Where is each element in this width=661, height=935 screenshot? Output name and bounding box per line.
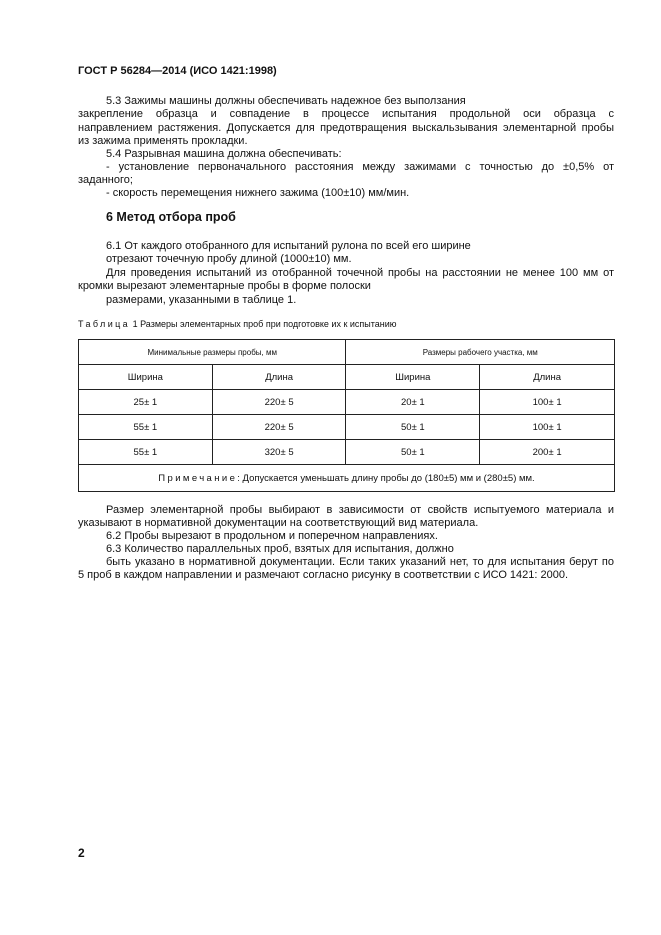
paragraph-5-4-line-1: 5.4 Разрывная машина должна обеспечивать: [106,148,342,160]
table-note-text: : Допускается уменьшать длину пробы до (180±5) мм и (280±5) мм. [237,472,535,484]
table-cell: 220± 5 [212,390,346,415]
table-column-header-row [79,365,615,390]
paragraph-6-1-line-1: 6.1 От каждого отобранного для испытаний рулона по всей его ширине [106,240,471,252]
table-cell: 55± 1 [79,415,213,440]
paragraph-5-3-line-3: направлением растяжения. Допускается для предотвращения выскальзывания элементарной пробы [78,122,614,134]
paragraph-6-3-line-1: 6.3 Количество параллельных проб, взятых для испытания, должно [106,543,454,555]
paragraph-6-1-line-2: отрезают точечную пробу длиной (1000±10) мм. [106,253,352,265]
paragraph-6-3-line-2: быть указано в нормативной документации. Если таких указаний нет, то для испытания берут по [106,556,614,568]
column-header-length: Длина [212,365,346,390]
column-header-width: Ширина [79,365,213,390]
paragraph-6-1-line-3: Для проведения испытаний из отобранной точечной пробы на расстоянии не менее 100 мм от [106,267,614,279]
table-cell: 220± 5 [212,415,346,440]
table-cell: 100± 1 [480,390,615,415]
table-row [79,440,615,465]
table-cell: 100± 1 [480,415,615,440]
paragraph-6-1-line-4: кромки вырезают элементарные пробы в форме полоски [78,280,371,292]
table-caption-label: Таблица [78,319,131,329]
group-header-working-area: Размеры рабочего участка, мм [346,340,615,365]
paragraph-5-3-line-1: 5.3 Зажимы машины должны обеспечивать надежное без выползания [106,95,466,107]
paragraph-5-4-line-2: - установление первоначального расстояния между зажимами с точностью до ±0,5% от [106,161,614,173]
column-header-work-width: Ширина [346,365,480,390]
paragraph-5-4-line-3: заданного; [78,174,133,186]
table-cell: 20± 1 [346,390,480,415]
table-cell: 50± 1 [346,440,480,465]
table-cell: 200± 1 [480,440,615,465]
table-cell: 55± 1 [79,440,213,465]
section-6-heading: 6 Метод отбора проб [106,210,236,224]
table-note-label: Примечание [158,472,238,484]
column-header-work-length: Длина [480,365,615,390]
table-row [79,390,615,415]
paragraph-6-3-line-3: 5 проб в каждом направлении и размечают согласно рисунку в соответствии с ИСО 1421: 2000. [78,569,569,581]
table-group-header-row [79,340,615,365]
page-number: 2 [78,846,85,860]
document-header: ГОСТ Р 56284—2014 (ИСО 1421:1998) [78,65,277,77]
group-header-min-size: Минимальные размеры пробы, мм [79,340,346,365]
table-1 [78,339,615,492]
table-cell: 25± 1 [79,390,213,415]
paragraph-size-line-2: указывают в нормативной документации на соответствующий вид материала. [78,517,479,529]
table-note-row [79,465,615,492]
paragraph-6-1-line-5: размерами, указанными в таблице 1. [106,294,297,306]
table-cell: 320± 5 [212,440,346,465]
table-caption-text: 1 Размеры элементарных проб при подготовке их к испытанию [130,319,397,329]
table-caption [78,319,397,329]
paragraph-5-3-line-4: из зажима применять прокладки. [78,135,248,147]
table-note [79,465,615,492]
table-cell: 50± 1 [346,415,480,440]
paragraph-5-4-line-4: - скорость перемещения нижнего зажима (100±10) мм/мин. [106,187,410,199]
table-row [79,415,615,440]
paragraph-size-line-1: Размер элементарной пробы выбирают в зависимости от свойств испытуемого материала и [106,504,614,516]
paragraph-5-3-line-2: закрепление образца и совпадение в процессе испытания продольной оси образца с [78,108,614,120]
paragraph-6-2: 6.2 Пробы вырезают в продольном и поперечном направлениях. [106,530,438,542]
